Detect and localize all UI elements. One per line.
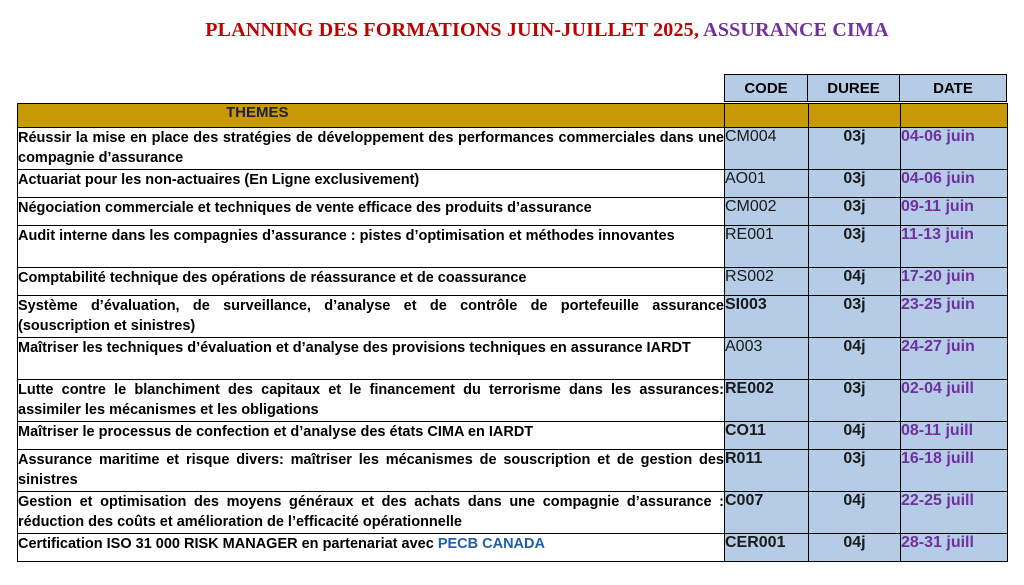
header-code: CODE <box>724 74 808 102</box>
title-main: PLANNING DES FORMATIONS JUIN-JUILLET 2025, <box>205 19 704 41</box>
duree-cell: 04j <box>809 338 901 380</box>
theme-cell: Actuariat pour les non-actuaires (En Ligne exclusivement) <box>18 170 725 198</box>
table-row <box>18 296 1008 338</box>
code-cell: SI003 <box>725 296 809 338</box>
table-row <box>18 128 1008 170</box>
header-duree: DUREE <box>808 74 900 102</box>
partner-name: PECB CANADA <box>437 536 545 552</box>
table-row <box>18 268 1008 296</box>
code-cell: CER001 <box>725 534 809 562</box>
code-cell: CO11 <box>725 422 809 450</box>
date-cell: 09-11 juin <box>901 198 1008 226</box>
duree-cell: 04j <box>809 268 901 296</box>
date-cell: 28-31 juill <box>901 534 1008 562</box>
header-date: DATE <box>900 74 1007 102</box>
code-cell: R011 <box>725 450 809 492</box>
duree-cell: 03j <box>809 226 901 268</box>
title-highlight: ASSURANCE CIMA <box>703 19 889 41</box>
date-cell: 17-20 juin <box>901 268 1008 296</box>
date-cell: 16-18 juill <box>901 450 1008 492</box>
page-title <box>0 19 1024 42</box>
duree-cell: 03j <box>809 198 901 226</box>
date-cell: 04-06 juin <box>901 170 1008 198</box>
code-cell: RS002 <box>725 268 809 296</box>
table-row <box>18 492 1008 534</box>
training-table <box>17 103 1008 562</box>
theme-cell: Assurance maritime et risque divers: maîtriser les mécanismes de souscription et de gestion des sinistres <box>18 450 725 492</box>
theme-cell: Négociation commerciale et techniques de vente efficace des produits d’assurance <box>18 198 725 226</box>
code-cell: A003 <box>725 338 809 380</box>
code-cell: RE002 <box>725 380 809 422</box>
duree-cell: 04j <box>809 492 901 534</box>
column-headers <box>724 74 1007 102</box>
duree-cell: 03j <box>809 380 901 422</box>
date-cell: 24-27 juin <box>901 338 1008 380</box>
theme-cell <box>18 534 725 562</box>
table-row <box>18 534 1008 562</box>
theme-cell: Système d’évaluation, de surveillance, d’analyse et de contrôle de portefeuille assurance (souscription et sinistres) <box>18 296 725 338</box>
themes-label: THEMES <box>18 104 725 128</box>
duree-cell: 03j <box>809 296 901 338</box>
table-row <box>18 422 1008 450</box>
duree-cell: 04j <box>809 534 901 562</box>
theme-cell: Audit interne dans les compagnies d’assurance : pistes d’optimisation et méthodes innovantes <box>18 226 725 268</box>
date-cell: 11-13 juin <box>901 226 1008 268</box>
date-cell: 22-25 juill <box>901 492 1008 534</box>
theme-text: Certification ISO 31 000 RISK MANAGER en partenariat avec <box>18 536 438 552</box>
code-cell: RE001 <box>725 226 809 268</box>
date-cell: 04-06 juin <box>901 128 1008 170</box>
date-cell: 08-11 juill <box>901 422 1008 450</box>
table-row <box>18 450 1008 492</box>
table-row <box>18 380 1008 422</box>
duree-cell: 04j <box>809 422 901 450</box>
date-cell: 23-25 juin <box>901 296 1008 338</box>
theme-cell: Gestion et optimisation des moyens généraux et des achats dans une compagnie d’assurance : réduction des coûts et amélioration de l’efficacité opérationnelle <box>18 492 725 534</box>
duree-cell: 03j <box>809 170 901 198</box>
date-cell: 02-04 juill <box>901 380 1008 422</box>
code-cell: CM002 <box>725 198 809 226</box>
theme-cell: Maîtriser les techniques d’évaluation et d’analyse des provisions techniques en assurance IARDT <box>18 338 725 380</box>
duree-cell: 03j <box>809 450 901 492</box>
code-cell: CM004 <box>725 128 809 170</box>
table-row <box>18 170 1008 198</box>
theme-cell: Réussir la mise en place des stratégies de développement des performances commerciales dans une compagnie d’assurance <box>18 128 725 170</box>
theme-cell: Maîtriser le processus de confection et d’analyse des états CIMA en IARDT <box>18 422 725 450</box>
code-cell: C007 <box>725 492 809 534</box>
table-row <box>18 226 1008 268</box>
duree-cell: 03j <box>809 128 901 170</box>
table-row <box>18 338 1008 380</box>
themes-header-row <box>18 104 1008 128</box>
table-row <box>18 198 1008 226</box>
theme-cell: Comptabilité technique des opérations de réassurance et de coassurance <box>18 268 725 296</box>
code-cell: AO01 <box>725 170 809 198</box>
theme-cell: Lutte contre le blanchiment des capitaux et le financement du terrorisme dans les assurances: assimiler les mécanismes et les obligations <box>18 380 725 422</box>
